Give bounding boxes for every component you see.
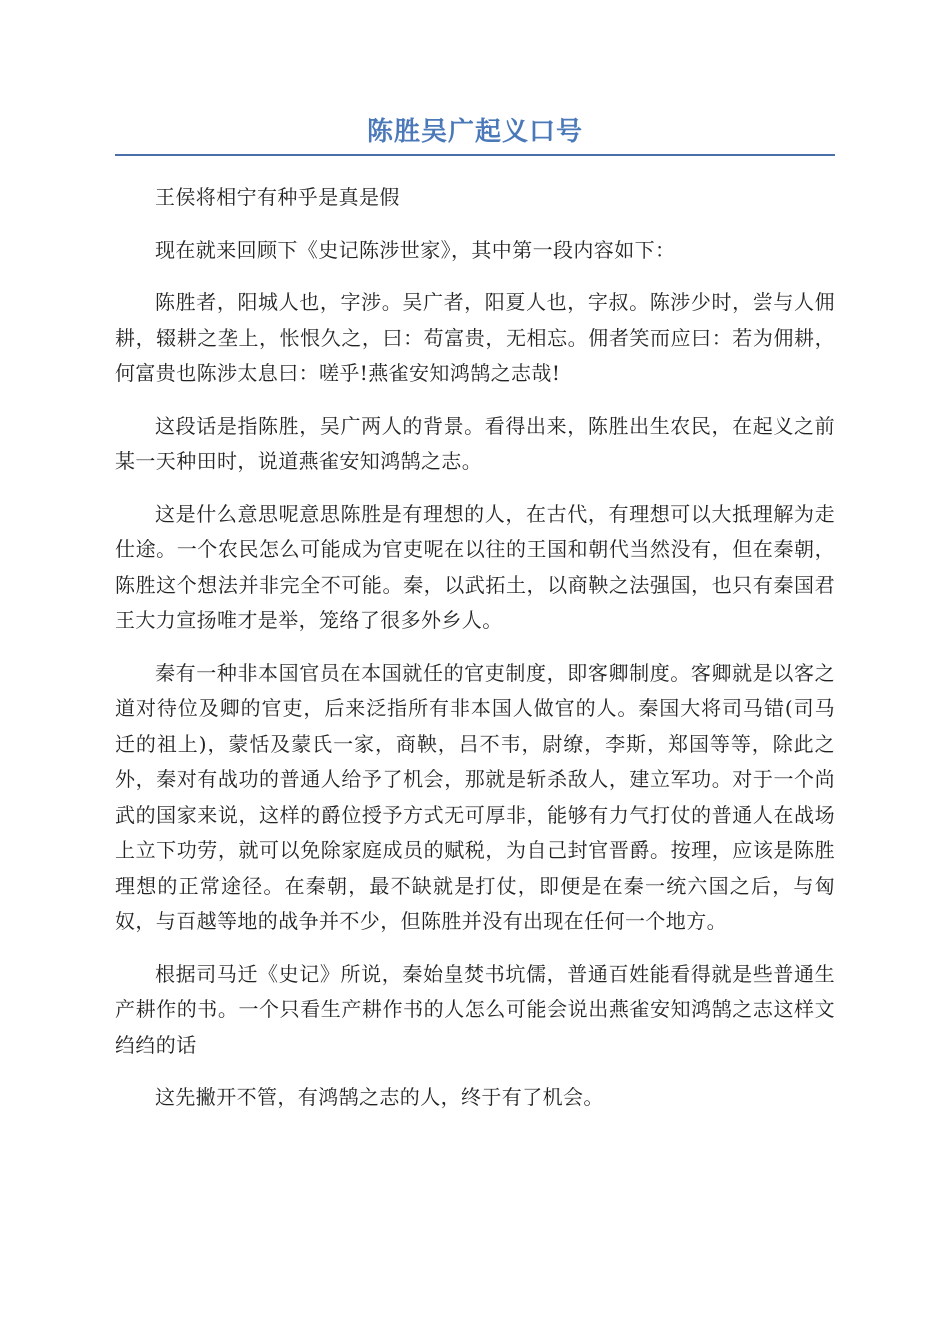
paragraph-5: 这是什么意思呢意思陈胜是有理想的人，在古代，有理想可以大抵理解为走仕途。一个农民怎么可能成为官吏呢在以往的王国和朝代当然没有，但在秦朝，陈胜这个想法并非完全不可能。秦，以武拓土，以商鞅之法强国，也只有秦国君王大力宣扬唯才是举，笼络了很多外乡人。: [115, 501, 835, 632]
paragraph-2: 现在就来回顾下《史记陈涉世家》，其中第一段内容如下：: [155, 237, 676, 262]
document-page: [115, 112, 835, 1133]
paragraph-4: 这段话是指陈胜，吴广两人的背景。看得出来，陈胜出生农民，在起义之前某一天种田时，说道燕雀安知鸿鹄之志。: [115, 413, 835, 473]
paragraph-7: 根据司马迁《史记》所说，秦始皇焚书坑儒，普通百姓能看得就是些普通生产耕作的书。一个只看生产耕作书的人怎么可能会说出燕雀安知鸿鹄之志这样文绉绉的话: [115, 961, 835, 1057]
paragraph-6: 秦有一种非本国官员在本国就任的官吏制度，即客卿制度。客卿就是以客之道对待位及卿的官吏，后来泛指所有非本国人做官的人。秦国大将司马错(司马迁的祖上)，蒙恬及蒙氏一家，商鞅，吕不韦，尉缭，李斯，郑国等等，除此之外，秦对有战功的普通人给予了机会，那就是斩杀敌人，建立军功。对于一个尚武的国家来说，这样的爵位授予方式无可厚非，能够有力气打仗的普通人在战场上立下功劳，就可以免除家庭成员的赋税，为自己封官晋爵。按理，应该是陈胜理想的正常途径。在秦朝，最不缺就是打仗，即便是在秦一统六国之后，与匈奴，与百越等地的战争并不少，但陈胜并没有出现在任何一个地方。: [115, 660, 835, 933]
paragraph-1: 王侯将相宁有种乎是真是假: [155, 185, 400, 209]
paragraph-8: 这先撇开不管，有鸿鹄之志的人，终于有了机会。: [155, 1085, 604, 1109]
title-underline: [115, 154, 835, 156]
page-title: 陈胜吴广起义口号: [366, 117, 583, 147]
paragraph-3: 陈胜者，阳城人也，字涉。吴广者，阳夏人也，字叔。陈涉少时，尝与人佣耕，辍耕之垄上，怅恨久之，曰：苟富贵，无相忘。佣者笑而应曰：若为佣耕，何富贵也陈涉太息曰：嗟乎!燕雀安知鸿鹄之志哉!: [115, 290, 835, 385]
